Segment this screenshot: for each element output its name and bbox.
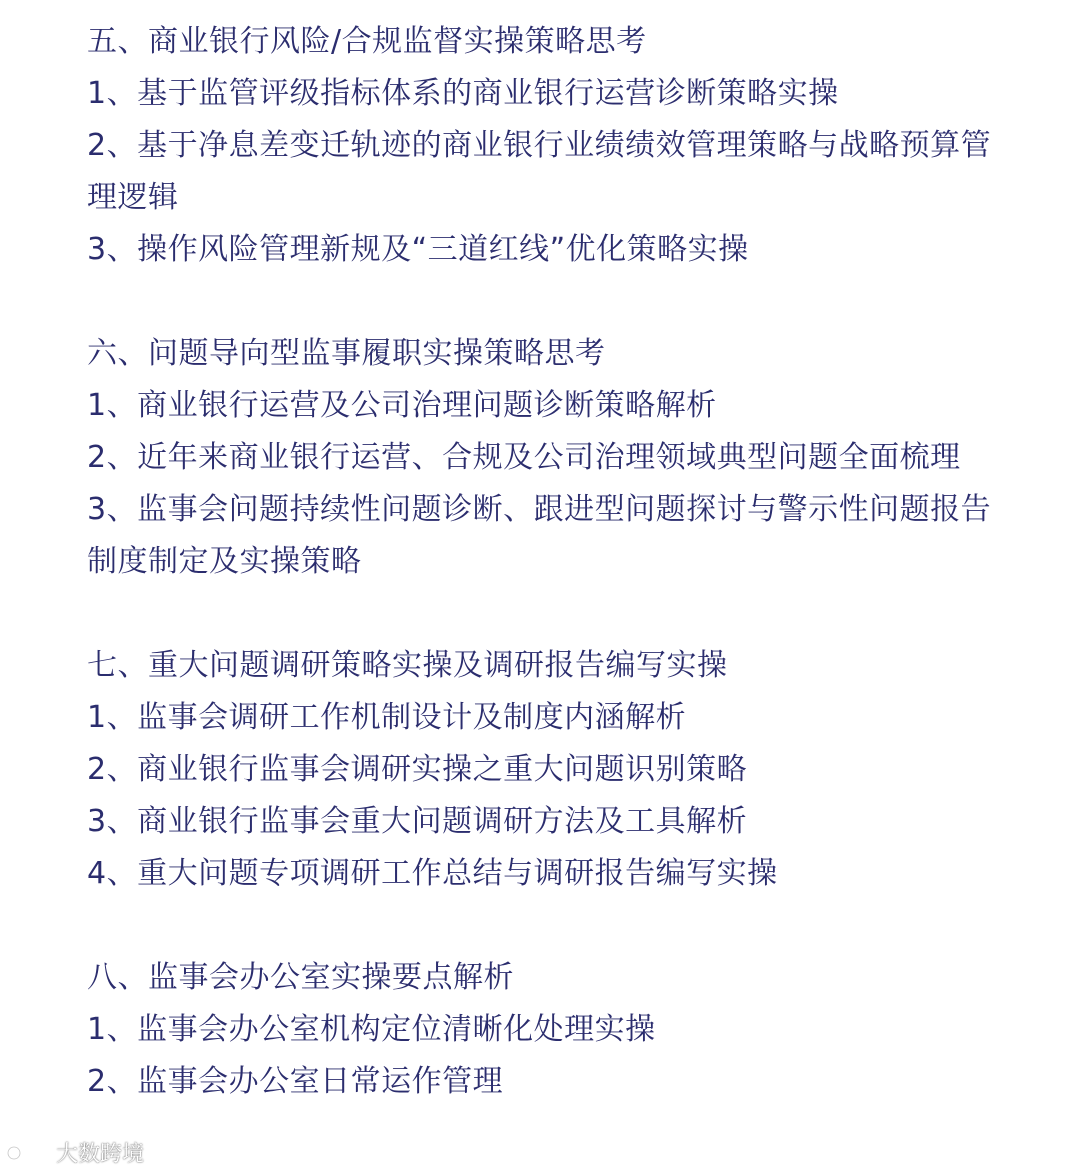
section-heading: 五、商业银行风险/合规监督实操策略思考	[87, 24, 647, 59]
section-8	[87, 952, 1007, 1108]
list-item: 3、商业银行监事会重大问题调研方法及工具解析	[87, 804, 748, 839]
list-item: 2、商业银行监事会调研实操之重大问题识别策略	[87, 752, 748, 787]
list-item: 3、操作风险管理新规及“三道红线”优化策略实操	[87, 232, 749, 267]
list-item: 1、监事会办公室机构定位清晰化处理实操	[87, 1012, 656, 1047]
list-item: 2、基于净息差变迁轨迹的商业银行业绩绩效管理策略与战略预算管理逻辑	[87, 128, 992, 215]
list-item: 4、重大问题专项调研工作总结与调研报告编写实操	[87, 856, 778, 891]
watermark	[6, 1137, 144, 1168]
bubble-logo-icon	[6, 1140, 52, 1166]
section-heading: 八、监事会办公室实操要点解析	[87, 960, 514, 995]
list-item: 2、监事会办公室日常运作管理	[87, 1064, 504, 1099]
list-item: 1、商业银行运营及公司治理问题诊断策略解析	[87, 388, 717, 423]
list-item: 2、近年来商业银行运营、合规及公司治理领域典型问题全面梳理	[87, 440, 961, 475]
list-item: 3、监事会问题持续性问题诊断、跟进型问题探讨与警示性问题报告制度制定及实操策略	[87, 492, 992, 579]
section-heading: 六、问题导向型监事履职实操策略思考	[87, 336, 606, 371]
watermark-text: 大数跨境	[56, 1142, 145, 1167]
list-item: 1、基于监管评级指标体系的商业银行运营诊断策略实操	[87, 76, 839, 111]
section-6	[87, 328, 1007, 588]
section-5	[87, 16, 1007, 276]
document-body	[87, 16, 1007, 1160]
section-7	[87, 640, 1007, 900]
list-item: 1、监事会调研工作机制设计及制度内涵解析	[87, 700, 687, 735]
section-heading: 七、重大问题调研策略实操及调研报告编写实操	[87, 648, 728, 683]
